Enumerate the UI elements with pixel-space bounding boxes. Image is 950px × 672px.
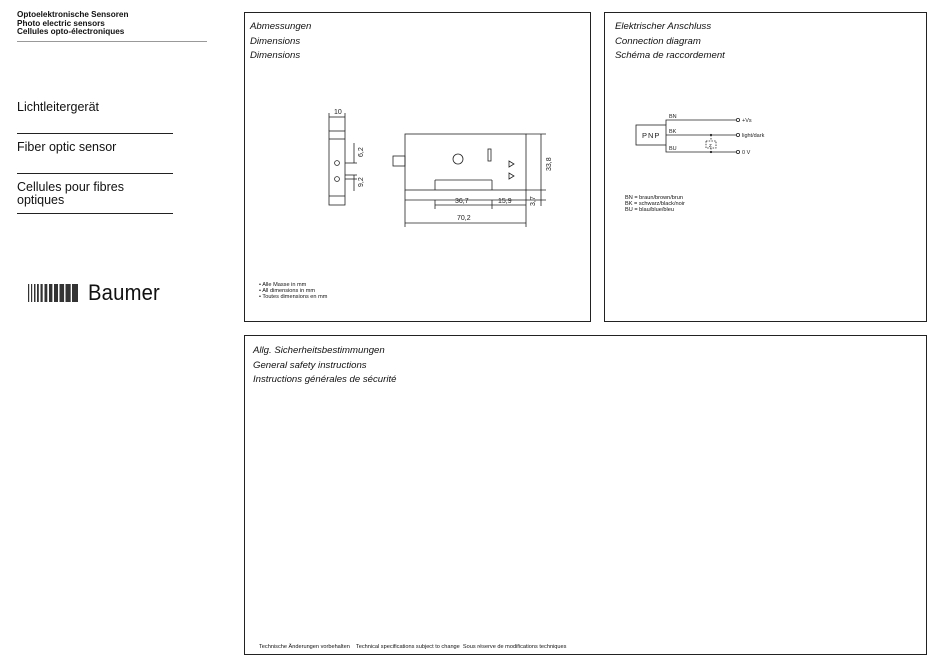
connection-panel — [604, 12, 927, 322]
side-view-hole-upper — [335, 161, 340, 166]
terminal-light-dark — [736, 133, 739, 136]
terminal-vs — [736, 118, 739, 121]
category-en: Photo electric sensors — [17, 18, 105, 28]
dim-label-36-7: 36,7 — [455, 198, 469, 205]
terminal-label-0v: 0 V — [742, 150, 751, 156]
legend-bk: BK = schwarz/black/noir — [625, 201, 685, 208]
dim-label-70-2: 70,2 — [457, 215, 471, 222]
dimensions-panel — [244, 12, 591, 322]
dim-label-10: 10 — [334, 109, 342, 116]
safety-title — [253, 344, 396, 388]
fiber-connector — [393, 156, 405, 166]
dimension-drawing — [245, 13, 590, 321]
product-divider-1 — [17, 133, 173, 134]
product-divider-3 — [17, 213, 173, 214]
terminal-label-light-dark: light/dark — [742, 133, 765, 139]
product-name-en: Fiber optic sensor — [17, 140, 117, 154]
connection-title-en: Connection diagram — [615, 35, 701, 47]
product-divider-2 — [17, 173, 173, 174]
safety-title-fr: Instructions générales de sécurité — [253, 374, 397, 385]
category-de: Optoelektronische Sensoren — [17, 10, 129, 19]
terminal-label-vs: +Vs — [742, 118, 752, 124]
dimension-note-fr: • Toutes dimensions en mm — [259, 294, 328, 301]
category-header — [17, 11, 128, 37]
footer-disclaimer: Technische Änderungen vorbehalten Technical specifications subject to change Sous réserve de modifications techniques — [259, 644, 567, 650]
product-name-fr-line1: Cellules pour fibres — [17, 180, 124, 194]
front-view-body — [405, 134, 526, 190]
brand-name: Baumer — [88, 280, 160, 305]
baumer-logo-icon — [28, 284, 80, 302]
safety-title-en: General safety instructions — [253, 359, 367, 371]
side-view-hole-lower — [335, 177, 340, 182]
dimension-note-de: • Alle Masse in mm — [259, 282, 307, 288]
product-name-de: Lichtleitergerät — [17, 100, 99, 114]
terminal-0v — [736, 150, 739, 153]
dimensions-title-de: Abmessungen — [250, 21, 312, 32]
dim-label-9-2: 9,2 — [358, 177, 365, 187]
wire-color-legend — [625, 195, 685, 214]
safety-title-de: Allg. Sicherheitsbestimmungen — [253, 345, 385, 356]
safety-panel — [244, 335, 927, 655]
product-name-fr-line2: optiques — [17, 193, 65, 207]
dimensions-title-fr: Dimensions — [250, 50, 301, 61]
dimension-note-en: • All dimensions in mm — [259, 288, 316, 295]
product-name-fr — [17, 181, 124, 207]
pnp-label: PNP — [642, 131, 661, 140]
header-divider — [17, 41, 207, 42]
dim-label-6-2: 6,2 — [358, 147, 365, 157]
wire-label-bn: BN — [669, 114, 677, 120]
legend-bn: BN = braun/brown/brun — [625, 195, 683, 201]
adjust-knob — [453, 154, 463, 164]
dim-label-3-7: 3,7 — [530, 196, 537, 206]
category-fr: Cellules opto-électroniques — [17, 27, 125, 37]
dimensions-title-en: Dimensions — [250, 35, 301, 47]
side-view-body — [329, 131, 345, 205]
wiring-diagram — [605, 13, 926, 321]
load-label: Z — [709, 143, 712, 148]
connection-title-fr: Schéma de raccordement — [615, 50, 725, 61]
connection-title-de: Elektrischer Anschluss — [615, 21, 712, 32]
wire-label-bu: BU — [669, 146, 677, 152]
dim-label-15-9: 15,9 — [498, 198, 512, 205]
wire-label-bk: BK — [669, 129, 677, 135]
dimension-notes — [259, 282, 327, 301]
legend-bu: BU = blau/blue/bleu — [625, 207, 674, 214]
dim-label-33-8: 33,8 — [546, 157, 553, 171]
